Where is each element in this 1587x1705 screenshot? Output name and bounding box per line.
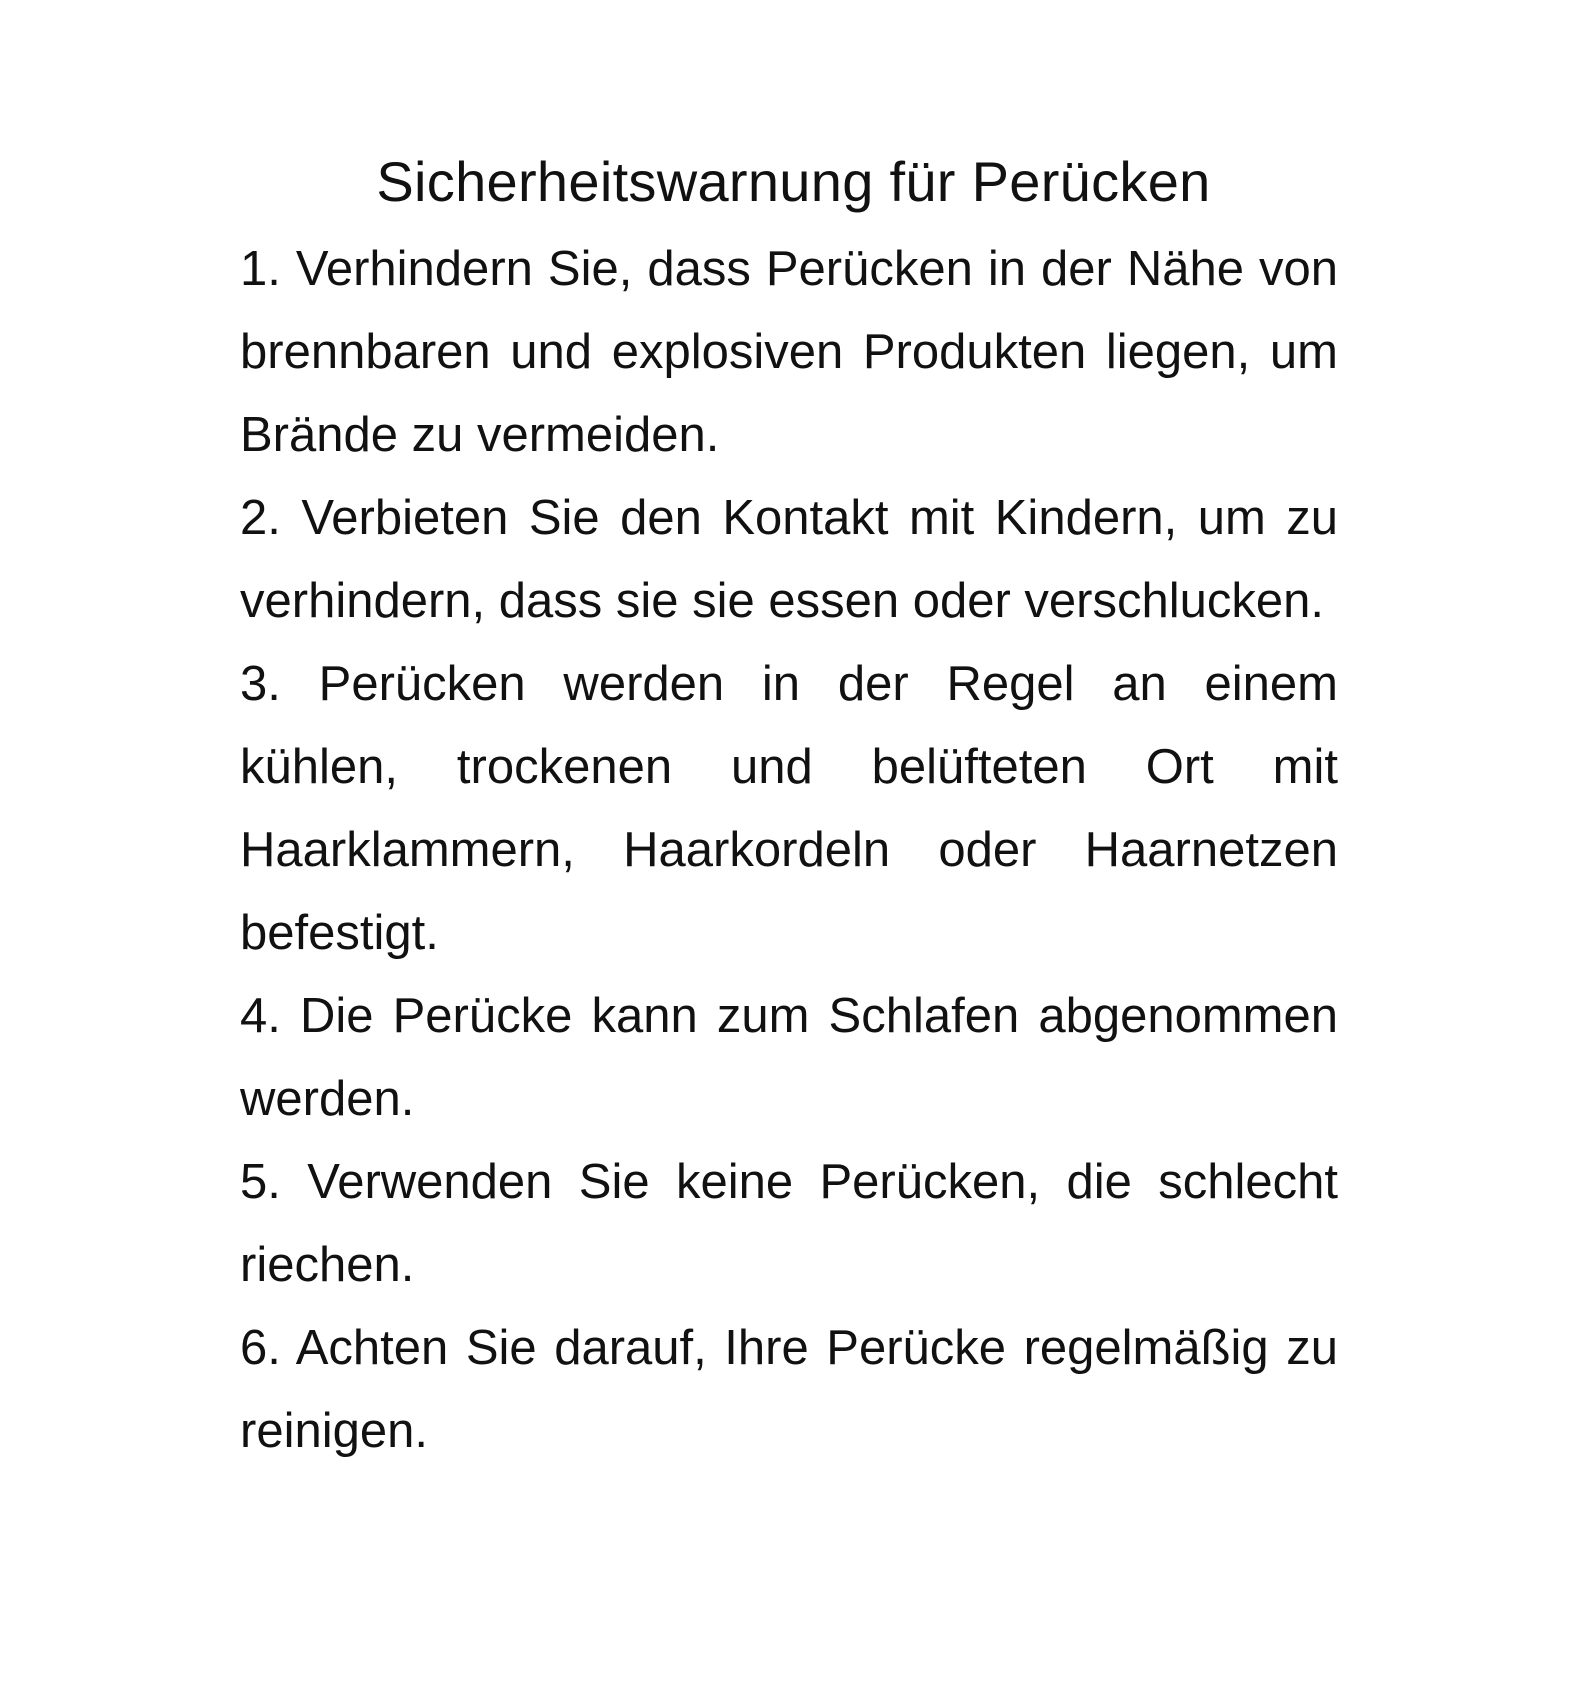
- page-title: Sicherheitswarnung für Perücken: [376, 150, 1211, 213]
- warning-item-2: 2. Verbieten Sie den Kontakt mit Kindern, um zu verhindern, dass sie sie essen oder verschlucken.: [240, 491, 1338, 628]
- warning-list: [240, 228, 1338, 1473]
- warning-item-6: 6. Achten Sie darauf, Ihre Perücke regelmäßig zu reinigen.: [240, 1321, 1338, 1458]
- warning-item-3: 3. Perücken werden in der Regel an einem kühlen, trockenen und belüfteten Ort mit Haarklammern, Haarkordeln oder Haarnetzen befestigt.: [240, 657, 1338, 960]
- warning-item-1: 1. Verhindern Sie, dass Perücken in der Nähe von brennbaren und explosiven Produkten liegen, um Brände zu vermeiden.: [240, 242, 1338, 462]
- warning-item-4: 4. Die Perücke kann zum Schlafen abgenommen werden.: [240, 989, 1338, 1126]
- warning-item-5: 5. Verwenden Sie keine Perücken, die schlecht riechen.: [240, 1155, 1338, 1292]
